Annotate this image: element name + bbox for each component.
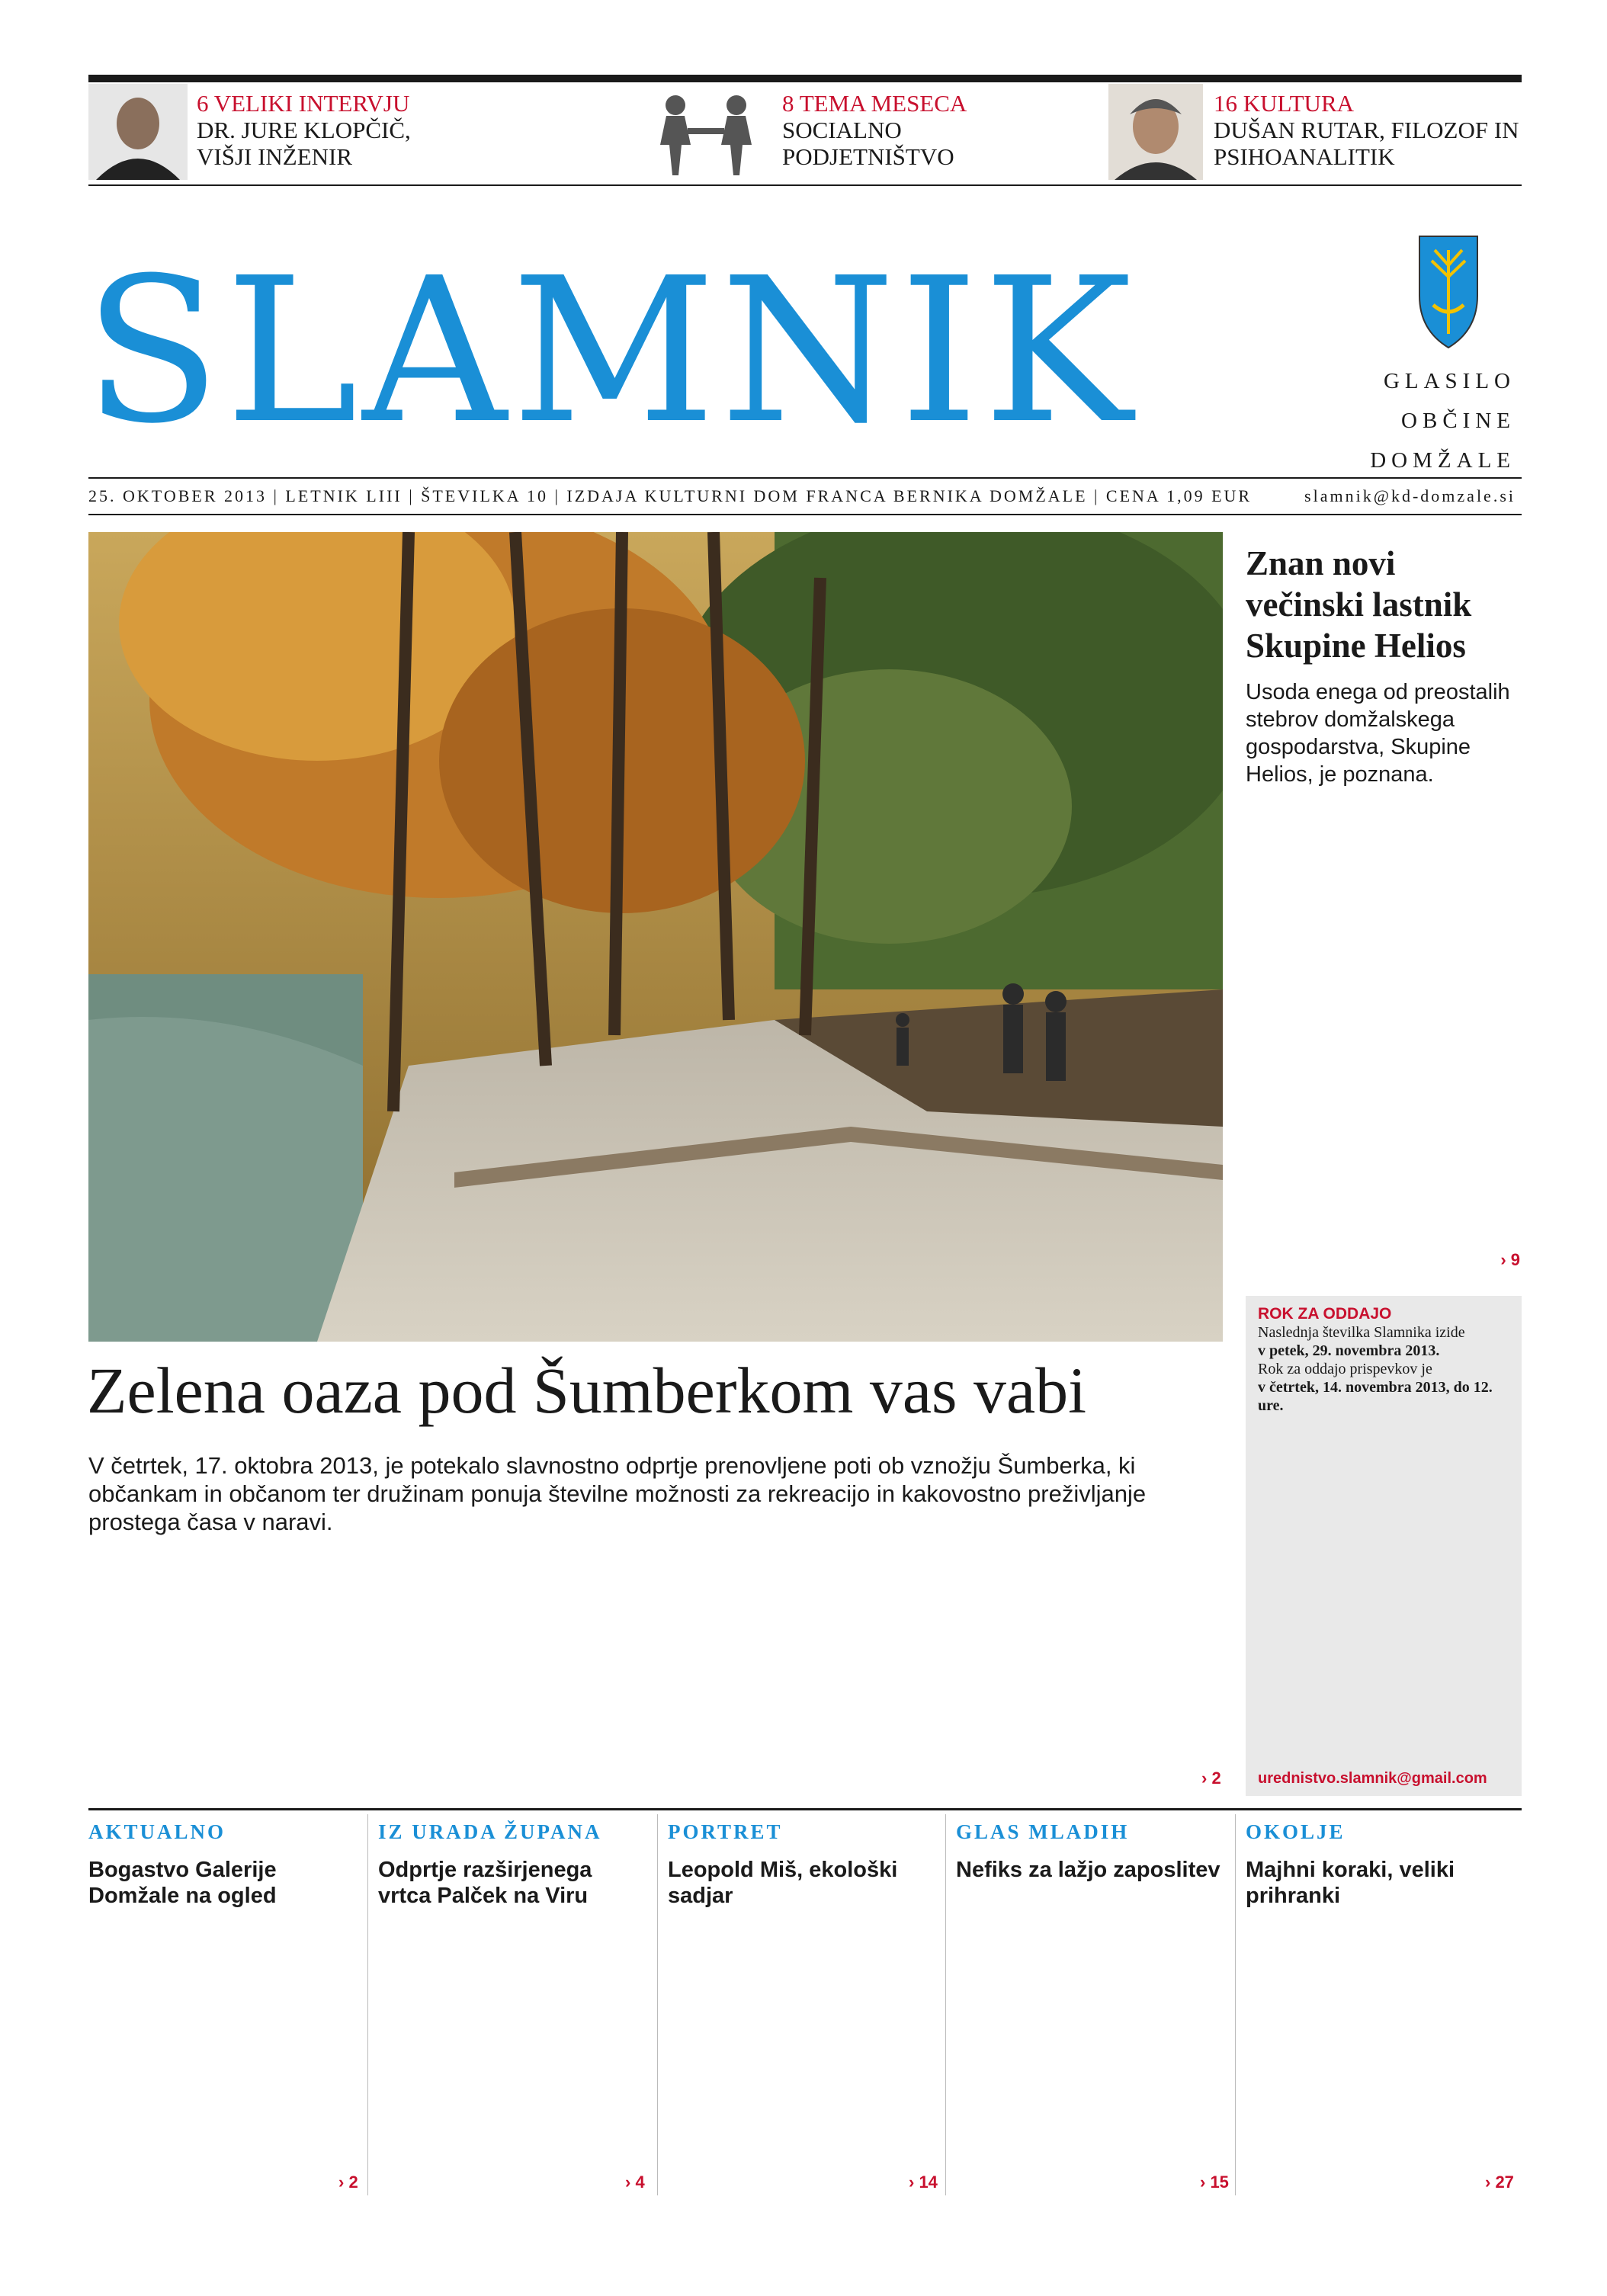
paper-figures-icon — [645, 84, 775, 180]
dateline-rule-top — [88, 477, 1522, 479]
lead-deck: V četrtek, 17. oktobra 2013, je potekalo slavnostno odprtje prenovljene poti ob vznožju Šumberka, ki občankam in občanom ter družinam ponuja številne možnosti za rekreacijo in kakovostno preživljanje prostega časa v naravi. — [88, 1452, 1147, 1535]
portrait-photo-icon — [1108, 84, 1203, 180]
deadline-box-email[interactable]: urednistvo.slamnik@gmail.com — [1258, 1770, 1487, 1787]
teaser-bottom-rule — [88, 184, 1522, 186]
teaser-1-section: VELIKI INTERVJU — [213, 90, 410, 117]
masthead-subtitle-line-3: DOMŽALE — [1370, 448, 1516, 473]
teaser-2-number: 8 — [782, 90, 794, 117]
teaser-3[interactable] — [1214, 90, 1519, 170]
section-3-label: PORTRET — [668, 1820, 783, 1843]
masthead-subtitle-line-1: GLASILO — [1383, 369, 1516, 393]
dateline: 25. OKTOBER 2013 | LETNIK LIII | ŠTEVILKA 10 | IZDAJA KULTURNI DOM FRANCA BERNIKA DOMŽALE | CENA 1,09 EUR — [88, 486, 1253, 505]
lead-photo[interactable] — [88, 532, 1223, 1342]
teaser-2-section: TEMA MESECA — [799, 90, 967, 117]
lead-page-ref[interactable]: › 2 — [1201, 1768, 1221, 1788]
sidebar-headline[interactable]: Znan novi večinski lastnik Skupine Helios — [1246, 544, 1472, 665]
dateline-rule-bottom — [88, 514, 1522, 515]
section-1-label: AKTUALNO — [88, 1820, 226, 1843]
sidebar-page-ref[interactable]: › 9 — [1500, 1250, 1520, 1269]
deadline-box-line-1: Naslednja številka Slamnika izide — [1258, 1324, 1465, 1341]
section-3-page-ref[interactable]: › 14 — [909, 2173, 938, 2192]
coat-of-arms-icon — [1418, 235, 1479, 349]
teaser-2-line-1: SOCIALNO — [782, 117, 902, 143]
section-2-page-ref[interactable]: › 4 — [625, 2173, 645, 2192]
masthead-title: SLAMNIK — [84, 235, 1137, 467]
teaser-1-photo[interactable] — [88, 84, 188, 180]
lead-photo-image — [88, 532, 1223, 1342]
section-divider-1 — [367, 1814, 368, 2195]
section-4-label: GLAS MLADIH — [956, 1820, 1130, 1843]
teaser-3-number: 16 — [1214, 90, 1237, 117]
teaser-2-photo[interactable] — [645, 84, 775, 180]
portrait-photo-icon — [88, 84, 188, 180]
top-rule — [88, 75, 1522, 82]
section-5-page-ref[interactable]: › 27 — [1485, 2173, 1514, 2192]
teaser-3-photo[interactable] — [1108, 84, 1203, 180]
section-5-label: OKOLJE — [1246, 1820, 1346, 1843]
teaser-2[interactable] — [782, 90, 967, 170]
section-4-page-ref[interactable]: › 15 — [1200, 2173, 1229, 2192]
section-divider-4 — [1235, 1814, 1236, 2195]
teaser-3-line-2: PSIHOANALITIK — [1214, 143, 1395, 170]
sidebar-deck: Usoda enega od preostalih stebrov domžalskega gospodarstva, Skupine Helios, je poznana. — [1246, 680, 1510, 787]
deadline-box-title: ROK ZA ODDAJO — [1258, 1305, 1392, 1323]
lead-headline[interactable]: Zelena oaza pod Šumberkom vas vabi — [87, 1354, 1087, 1427]
deadline-box-line-4: v četrtek, 14. novembra 2013, do 12. ure. — [1258, 1379, 1493, 1414]
masthead-subtitle-line-2: OBČINE — [1401, 409, 1516, 433]
teaser-1[interactable] — [197, 90, 411, 170]
section-3-title[interactable]: Leopold Miš, ekološki sadjar — [668, 1858, 898, 1908]
deadline-box-line-3: Rok za oddajo prispevkov je — [1258, 1361, 1432, 1377]
section-2-label: IZ URADA ŽUPANA — [378, 1820, 602, 1843]
section-top-rule — [88, 1808, 1522, 1810]
teaser-3-line-1: DUŠAN RUTAR, FILOZOF IN — [1214, 117, 1519, 143]
section-1-page-ref[interactable]: › 2 — [338, 2173, 358, 2192]
masthead-subtitle — [1370, 361, 1516, 480]
teaser-1-line-1: DR. JURE KLOPČIČ, — [197, 117, 411, 143]
deadline-box-line-2: v petek, 29. novembra 2013. — [1258, 1342, 1440, 1359]
section-5-title[interactable]: Majhni koraki, veliki prihranki — [1246, 1858, 1455, 1908]
section-4-title[interactable]: Nefiks za lažjo zaposlitev — [956, 1858, 1220, 1882]
section-2-title[interactable]: Odprtje razširjenega vrtca Palček na Viru — [378, 1858, 592, 1908]
teaser-1-line-2: VIŠJI INŽENIR — [197, 143, 353, 170]
teaser-3-section: KULTURA — [1243, 90, 1355, 117]
dateline-email[interactable]: slamnik@kd-domzale.si — [1304, 486, 1516, 505]
section-1-title[interactable]: Bogastvo Galerije Domžale na ogled — [88, 1858, 277, 1908]
teaser-1-number: 6 — [197, 90, 209, 117]
deadline-box-text — [1258, 1323, 1513, 1415]
section-divider-2 — [657, 1814, 658, 2195]
section-divider-3 — [945, 1814, 946, 2195]
teaser-2-line-2: PODJETNIŠTVO — [782, 143, 954, 170]
